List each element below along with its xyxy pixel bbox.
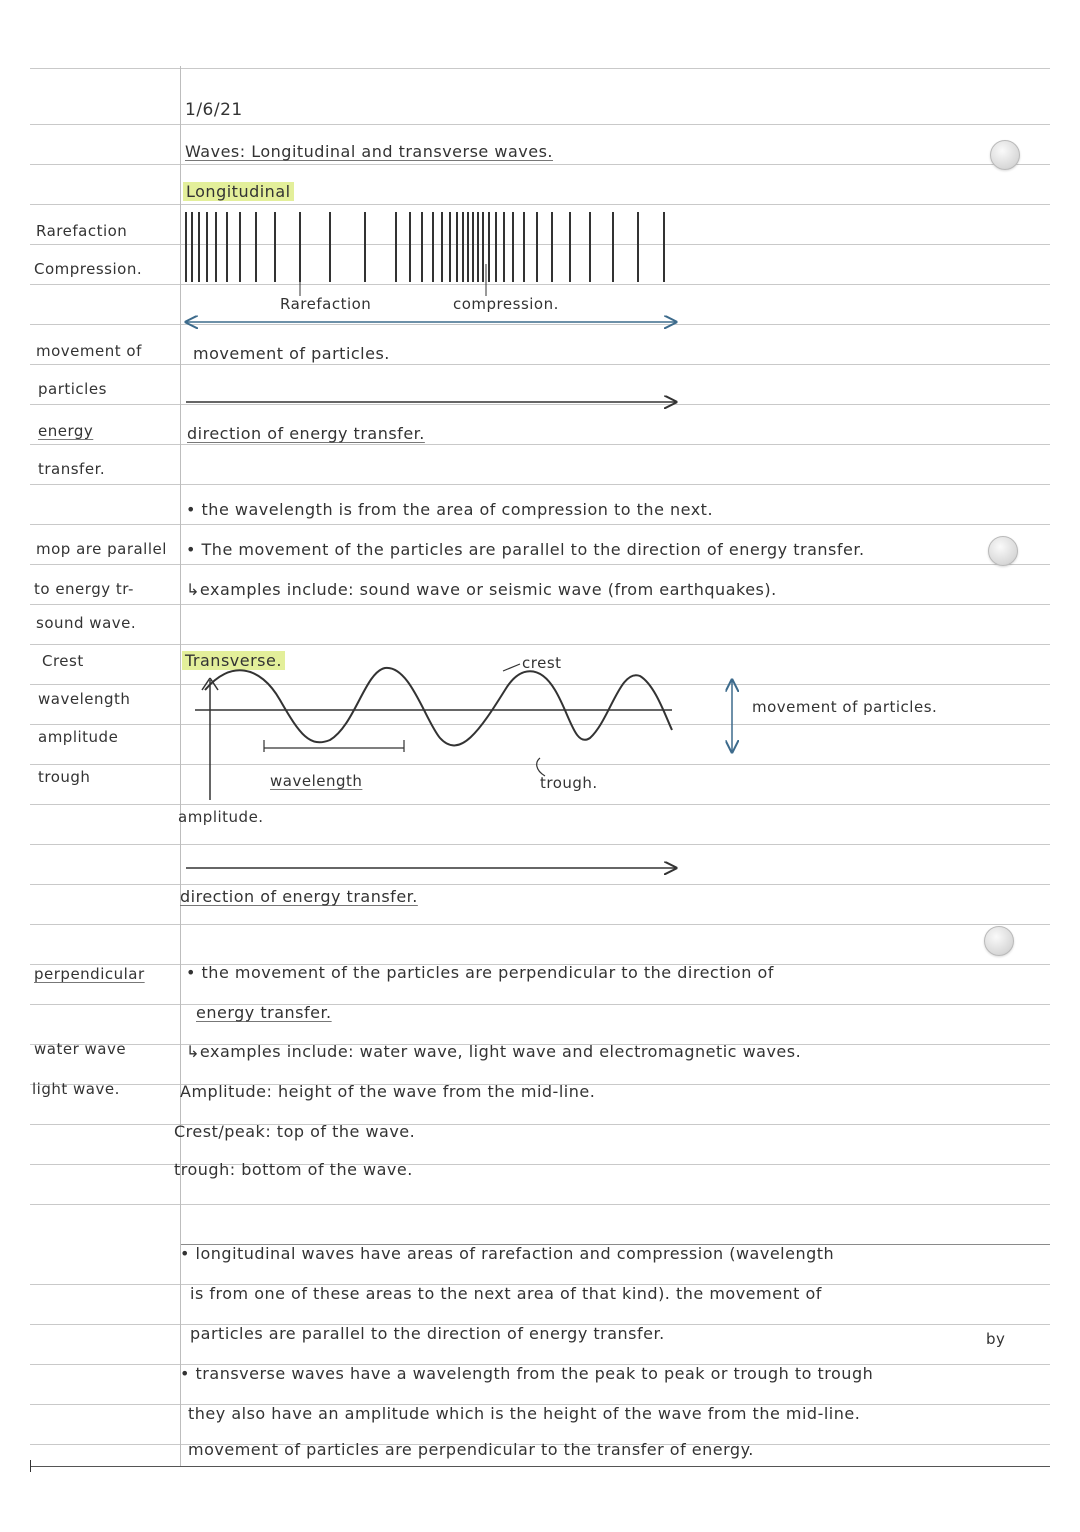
summary-longitudinal-2: is from one of these areas to the next area of that kind). the movement of (190, 1284, 822, 1303)
margin-note-mop-parallel: mop are parallel (36, 540, 167, 558)
margin-note-movement-2: particles (38, 380, 107, 398)
margin-note-crest: Crest (42, 652, 84, 670)
definition-trough: trough: bottom of the wave. (174, 1160, 413, 1179)
bullet-perpendicular-cont: energy transfer. (196, 1003, 332, 1022)
transverse-examples: ↳examples include: water wave, light wave and electromagnetic waves. (186, 1042, 802, 1061)
energy-transfer-label: direction of energy transfer. (187, 424, 425, 443)
label-compression: compression. (453, 295, 559, 313)
date: 1/6/21 (185, 100, 243, 120)
summary-longitudinal-1-text: longitudinal waves have areas of rarefaction and compression (wavelength (195, 1244, 835, 1263)
definition-crest: Crest/peak: top of the wave. (174, 1122, 416, 1141)
margin-note-wavelength: wavelength (38, 690, 131, 708)
summary-transverse-3: movement of particles are perpendicular to the transfer of energy. (188, 1440, 754, 1459)
margin-note-energy-tr: to energy tr- (34, 580, 134, 598)
transverse-energy-label: direction of energy transfer. (180, 887, 418, 906)
bullet-perpendicular-text: the movement of the particles are perpendicular to the direction of (201, 963, 774, 982)
label-rarefaction: Rarefaction (280, 295, 372, 313)
margin-note-water-wave: water wave (34, 1040, 127, 1058)
margin-note-perpendicular: perpendicular (34, 965, 145, 983)
margin-note-sound-wave: sound wave. (36, 614, 137, 632)
label-crest: crest (522, 654, 562, 672)
summary-longitudinal-3: particles are parallel to the direction of energy transfer. (190, 1324, 665, 1343)
margin-note-compression: Compression. (34, 260, 143, 278)
margin-note-light-wave: light wave. (32, 1080, 120, 1098)
signature: by (986, 1330, 1006, 1348)
margin-note-trough: trough (38, 768, 91, 786)
longitudinal-heading: Longitudinal (183, 182, 294, 201)
margin-note-rarefaction: Rarefaction (36, 222, 128, 240)
bullet-wavelength: • the wavelength is from the area of compression to the next. (186, 500, 714, 519)
summary-transverse-2: they also have an amplitude which is the height of the wave from the mid-line. (188, 1404, 861, 1423)
margin-note-amplitude: amplitude (38, 728, 119, 746)
bullet-parallel-text: The movement of the particles are parallel to the direction of energy transfer. (201, 540, 865, 559)
page-title: Waves: Longitudinal and transverse waves. (185, 142, 553, 161)
label-movement-of-particles: movement of particles. (752, 698, 938, 716)
label-amplitude: amplitude. (178, 808, 264, 826)
longitudinal-wave-diagram (186, 212, 664, 296)
summary-longitudinal-1: • longitudinal waves have areas of rarefaction and compression (wavelength (180, 1244, 835, 1263)
margin-note-movement-1: movement of (36, 342, 142, 360)
label-trough: trough. (540, 774, 598, 792)
margin-note-energy-1: energy (38, 422, 94, 440)
transverse-wave-diagram (195, 664, 672, 800)
label-wavelength: wavelength (270, 772, 363, 790)
longitudinal-examples: ↳examples include: sound wave or seismic wave (from earthquakes). (186, 580, 777, 599)
bullet-perpendicular: • the movement of the particles are perpendicular to the direction of (186, 963, 774, 982)
margin-note-energy-2: transfer. (38, 460, 106, 478)
summary-transverse-1: • transverse waves have a wavelength from the peak to peak or trough to trough (180, 1364, 874, 1383)
bullet-parallel: • The movement of the particles are parallel to the direction of energy transfer. (186, 540, 865, 559)
movement-label: movement of particles. (193, 344, 390, 363)
summary-transverse-1-text: transverse waves have a wavelength from the peak to peak or trough to trough (195, 1364, 874, 1383)
bullet-wavelength-text: the wavelength is from the area of compression to the next. (201, 500, 714, 519)
definition-amplitude: Amplitude: height of the wave from the mid-line. (180, 1082, 596, 1101)
transverse-heading: Transverse. (182, 651, 285, 670)
